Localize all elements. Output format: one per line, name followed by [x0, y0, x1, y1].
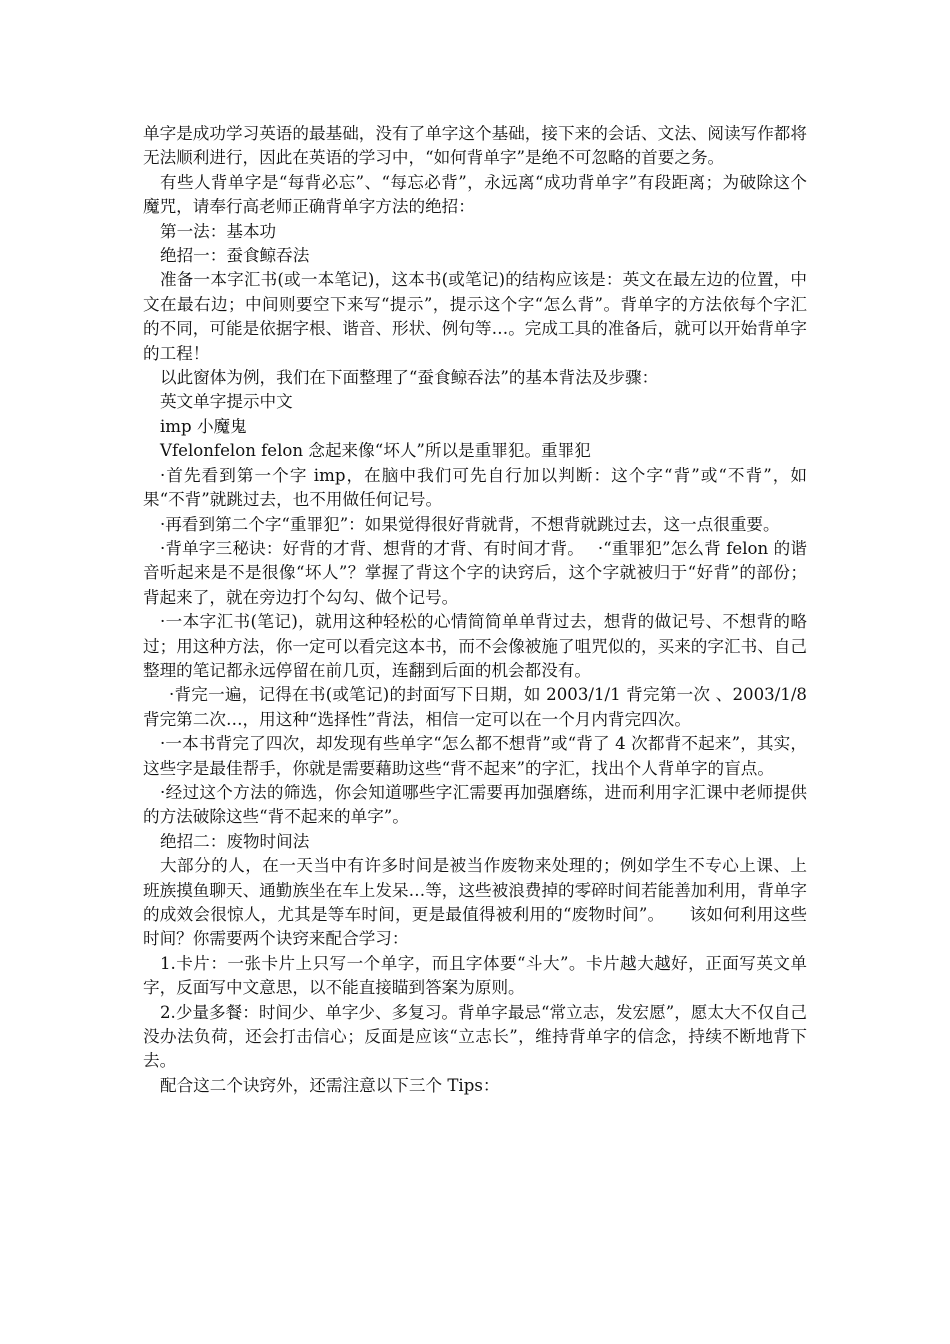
bullet-filter: ·经过这个方法的筛选，你会知道哪些字汇需要再加强磨练，进而利用字汇课中老师提供的方法破除这些“背不起来的单字”。 [143, 782, 807, 827]
bullet-three-secrets: ·背单字三秘诀：好背的才背、想背的才背、有时间才背。 ·“重罪犯”怎么背 felon 的谐音听起来是不是很像“坏人”？掌握了背这个字的诀窍后，这个字就被归于“好背”的部份；背起来了，就在旁边打个勾勾、做个记号。 [143, 538, 807, 607]
paragraph-example-intro: 以此窗体为例，我们在下面整理了“蚕食鲸吞法”的基本背法及步骤： [160, 368, 659, 388]
example-row-felon: Vfelonfelon felon 念起来像“坏人”所以是重罪犯。重罪犯 [160, 441, 591, 461]
paragraph-motivation: 有些人背单字是“每背必忘”、“每忘必背”，永远离“成功背单字”有段距离；为破除这个魔咒，请奉行高老师正确背单字方法的绝招： [143, 172, 807, 217]
paragraph-intro: 单字是成功学习英语的最基础，没有了单字这个基础，接下来的会话、文法、阅读写作都将无法顺利进行，因此在英语的学习中，“如何背单字”是绝不可忽略的首要之务。 [143, 124, 807, 168]
subheading-trick-two: 绝招二：废物时间法 [160, 831, 310, 851]
bullet-write-date: ·背完一遍，记得在书(或笔记)的封面写下日期，如 2003/1/1 背完第一次 、2003/1/8 背完第二次…，用这种“选择性”背法，相信一定可以在一个月内背完四次。 [143, 685, 807, 729]
subheading-trick-one: 绝招一：蚕食鲸吞法 [160, 246, 310, 266]
table-header-line: 英文单字提示中文 [160, 392, 293, 412]
paragraph-three-tips: 配合这二个诀窍外，还需注意以下三个 Tips： [160, 1075, 500, 1095]
bullet-whole-book: ·一本字汇书(笔记)，就用这种轻松的心情简简单单背过去，想背的做记号、不想背的略过；用这种方法，你一定可以看完这本书，而不会像被施了咀咒似的，买来的字汇书、自己整理的笔记都永远停留在前几页，连翻到后面的机会都没有。 [143, 612, 807, 680]
paragraph-waste-time: 大部分的人，在一天当中有许多时间是被当作废物来处理的；例如学生不专心上课、上班族摸鱼聊天、通勤族坐在车上发呆…等，这些被浪费掉的零碎时间若能善加利用，背单字的成效会很惊人，尤其是等车时间，更是最值得被利用的“废物时间”。 该如何利用这些时间？你需要两个诀窍来配合学习： [143, 856, 807, 949]
section-heading-method-one: 第一法：基本功 [160, 221, 277, 241]
bullet-first-word: ·首先看到第一个字 imp，在脑中我们可先自行加以判断：这个字“背”或“不背”，如果“不背”就跳过去，也不用做任何记号。 [143, 465, 807, 510]
bullet-four-times: ·一本书背完了四次，却发现有些单字“怎么都不想背”或“背了 4 次都背不起来”，其实，这些字是最佳帮手，你就是需要藉助这些“背不起来”的字汇，找出个人背单字的盲点。 [143, 734, 807, 778]
paragraph-prepare-book: 准备一本字汇书(或一本笔记)，这本书(或笔记)的结构应该是：英文在最左边的位置，中文在最右边；中间则要空下来写“提示”，提示这个字“怎么背”。背单字的方法依每个字汇的不同，可能是依据字根、谐音、形状、例句等…。完成工具的准备后，就可以开始背单字的工程！ [143, 270, 807, 363]
tip-card: 1.卡片：一张卡片上只写一个单字，而且字体要“斗大”。卡片越大越好，正面写英文单字，反面写中文意思，以不能直接瞄到答案为原则。 [143, 953, 807, 998]
bullet-second-word: ·再看到第二个字“重罪犯”：如果觉得很好背就背，不想背就跳过去，这一点很重要。 [160, 514, 780, 534]
tip-small-meals: 2.少量多餐：时间少、单字少、多复习。背单字最忌“常立志，发宏愿”，愿太大不仅自己没办法负荷，还会打击信心；反面是应该“立志长”，维持背单字的信念，持续不断地背下去。 [143, 1002, 807, 1071]
example-row-imp: imp 小魔鬼 [160, 416, 247, 436]
